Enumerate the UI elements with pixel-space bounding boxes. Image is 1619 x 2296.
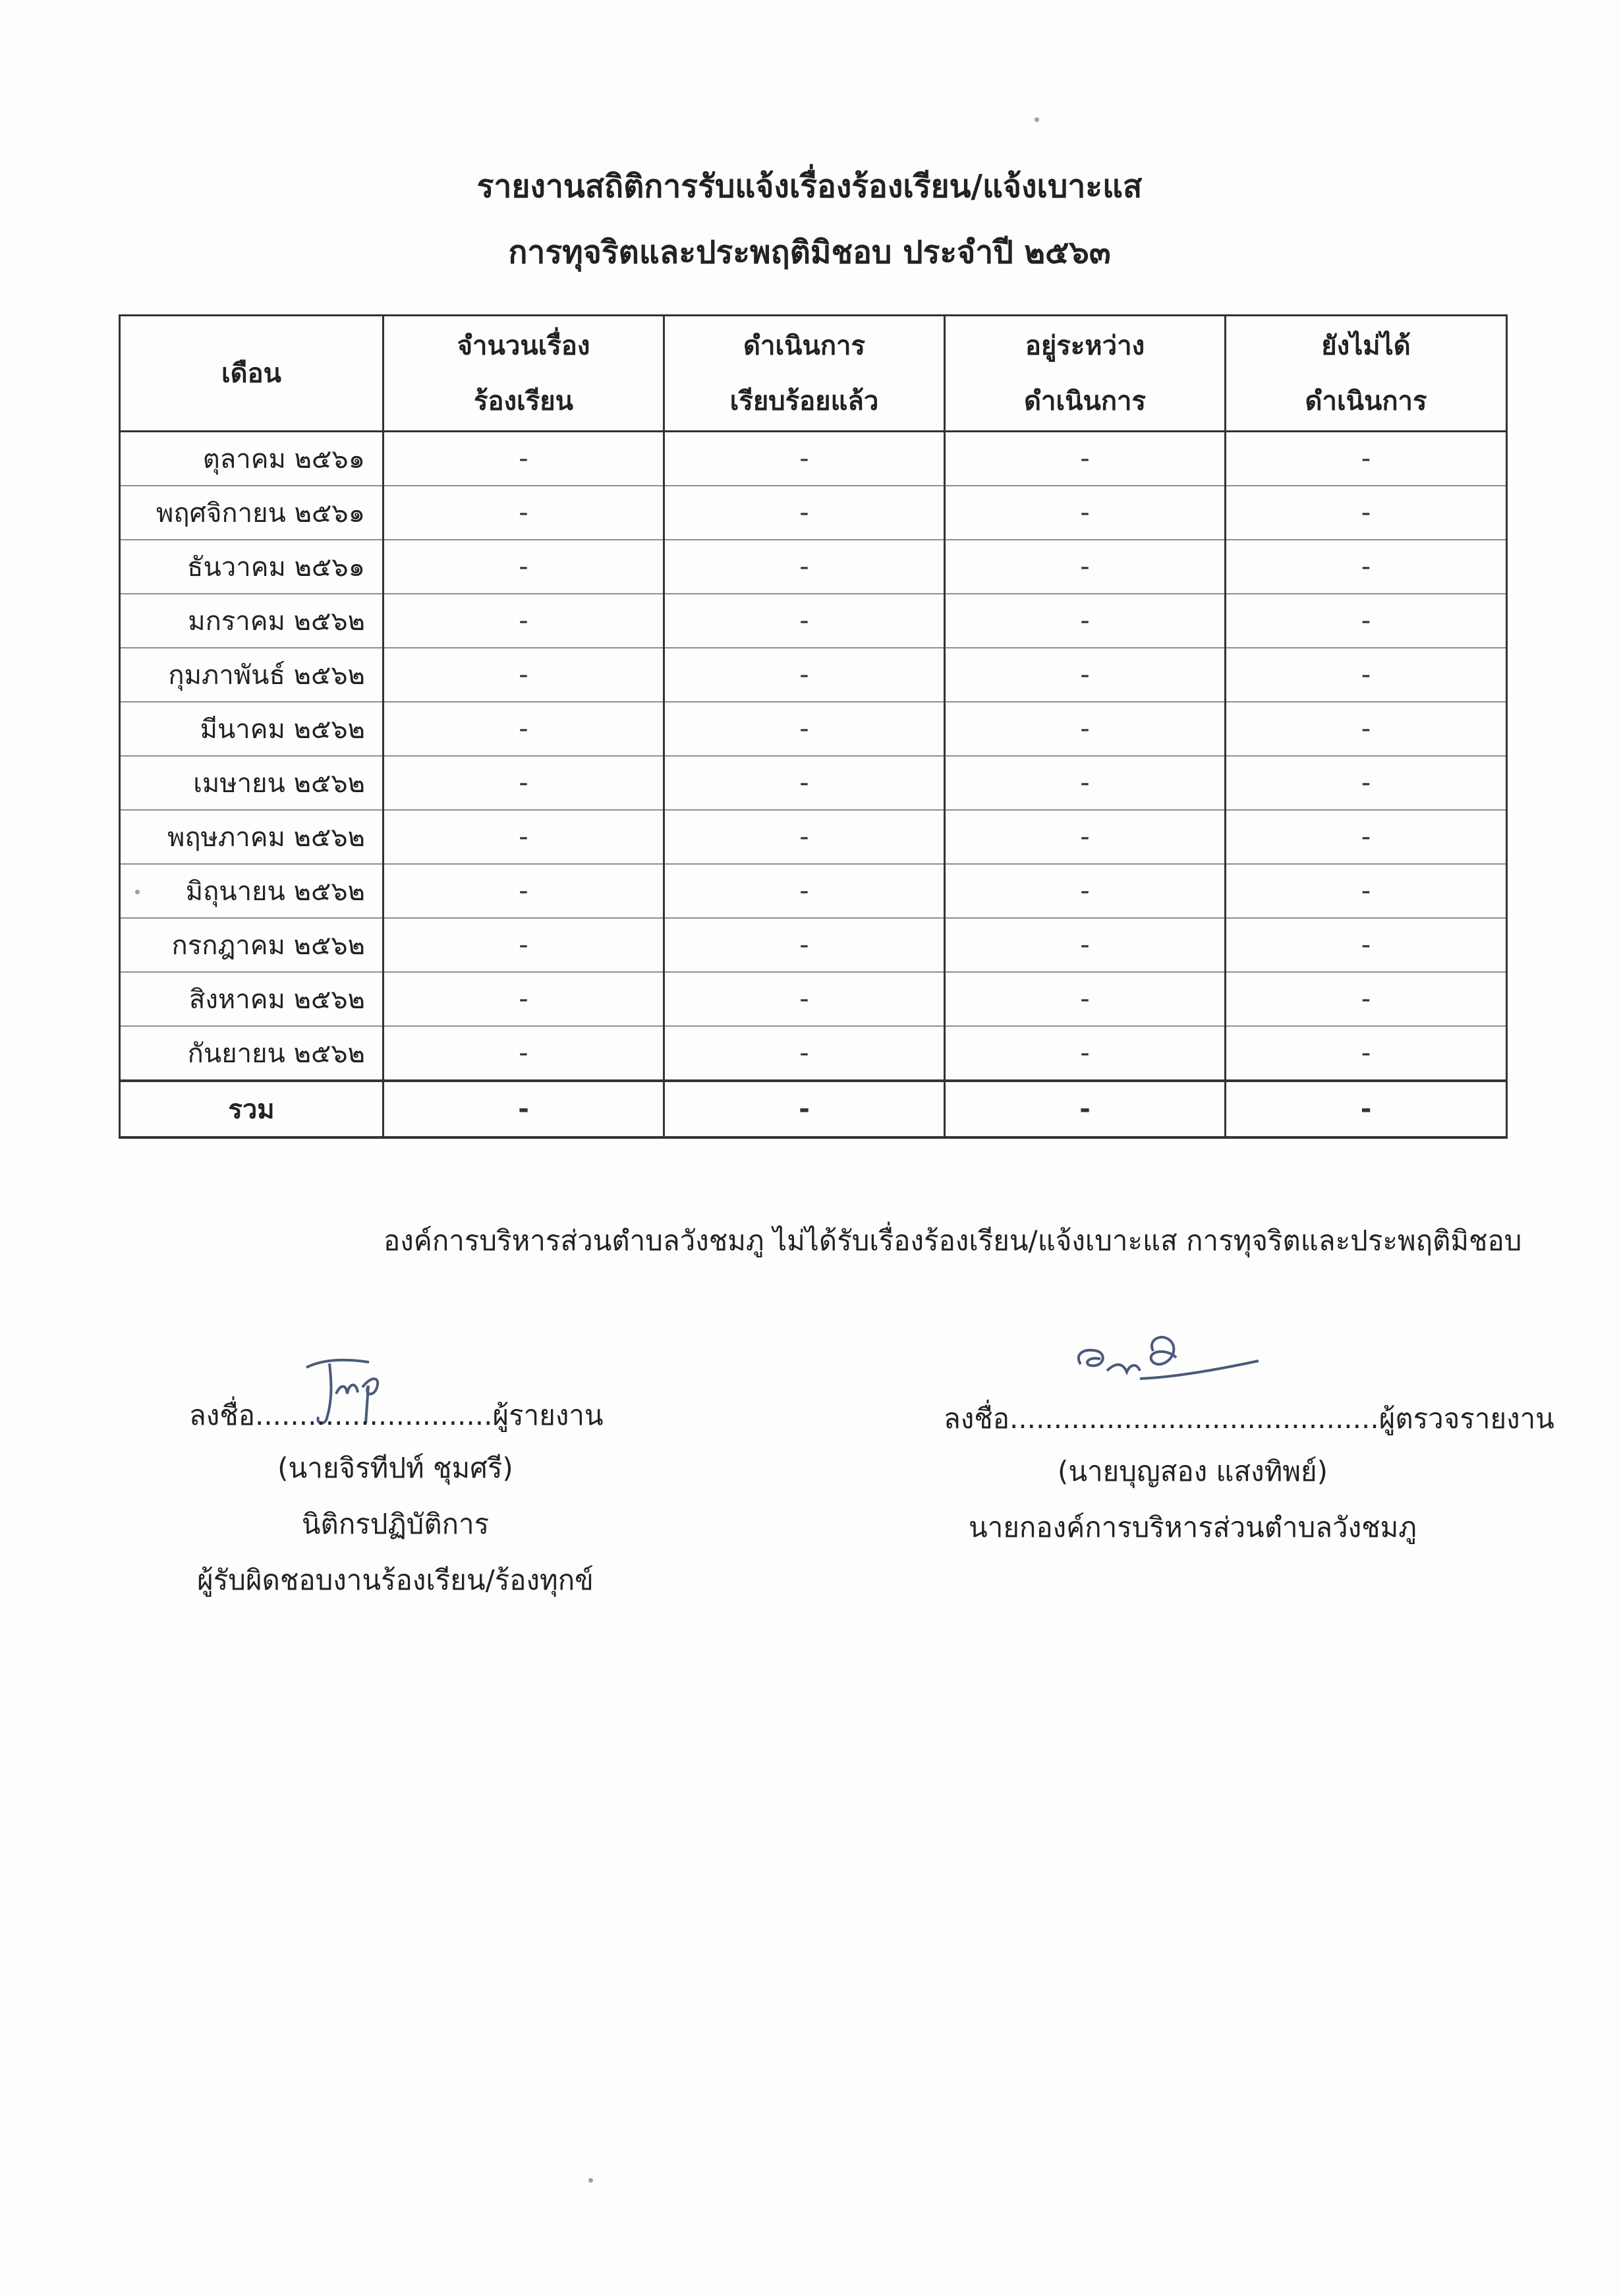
completed-cell: -: [664, 864, 945, 918]
header-not-started-line-2: ดำเนินการ: [1305, 386, 1427, 416]
in-progress-cell: -: [945, 756, 1226, 810]
reviewer-name: (นายบุญสอง แสงทิพย์): [1057, 1455, 1328, 1487]
table-row: [120, 1026, 1507, 1081]
completed-cell: -: [664, 486, 945, 540]
completed-cell: -: [664, 810, 945, 864]
not-started-cell: -: [1226, 918, 1507, 972]
table-row: [120, 918, 1507, 972]
month-cell: พฤศจิกายน ๒๕๖๑: [120, 486, 383, 540]
complaints-cell: -: [383, 594, 664, 648]
header-in-progress: [945, 316, 1226, 432]
not-started-cell: -: [1226, 972, 1507, 1026]
total-complaints-cell: -: [383, 1081, 664, 1137]
month-cell: สิงหาคม ๒๕๖๒: [120, 972, 383, 1026]
reporter-sign-dots: ................: [351, 1399, 493, 1431]
in-progress-cell: -: [945, 648, 1226, 702]
report-title-line-1: รายงานสถิติการรับแจ้งเรื่องร้องเรียน/แจ้งเบาะแส: [476, 168, 1143, 205]
month-cell: ธันวาคม ๒๕๖๑: [120, 540, 383, 594]
complaints-cell: -: [383, 810, 664, 864]
in-progress-cell: -: [945, 432, 1226, 486]
table-row: [120, 972, 1507, 1026]
header-completed-line-2: เรียบร้อยแล้ว: [729, 386, 879, 416]
header-month-label: เดือน: [221, 358, 281, 389]
table-row: [120, 864, 1507, 918]
table-row: [120, 702, 1507, 756]
reviewer-role: ผู้ตรวจรายงาน: [1378, 1402, 1554, 1435]
reporter-role: ผู้รายงาน: [492, 1399, 604, 1431]
complaints-cell: -: [383, 702, 664, 756]
table-total-row: [120, 1081, 1507, 1137]
completed-cell: -: [664, 918, 945, 972]
reporter-name: (นายจิรทีปท์ ชุมศรี): [277, 1452, 513, 1484]
table-row: [120, 486, 1507, 540]
total-label-cell: รวม: [120, 1081, 383, 1137]
complaints-cell: -: [383, 1026, 664, 1081]
not-started-cell: -: [1226, 594, 1507, 648]
complaints-cell: -: [383, 432, 664, 486]
completed-cell: -: [664, 972, 945, 1026]
in-progress-cell: -: [945, 1026, 1226, 1081]
header-not-started-line-1: ยังไม่ได้: [1321, 330, 1411, 361]
scan-speck: [588, 2178, 593, 2183]
header-not-started: [1226, 316, 1507, 432]
table-row: [120, 648, 1507, 702]
total-in-progress-cell: -: [945, 1081, 1226, 1137]
total-not-started-cell: -: [1226, 1081, 1507, 1137]
no-complaints-note: องค์การบริหารส่วนตำบลวังชมภู ไม่ได้รับเรื่องร้องเรียน/แจ้งเบาะแส การทุจริตและประพฤติมิชอบ: [383, 1224, 1522, 1257]
table-row: [120, 756, 1507, 810]
month-cell: พฤษภาคม ๒๕๖๒: [120, 810, 383, 864]
not-started-cell: -: [1226, 756, 1507, 810]
in-progress-cell: -: [945, 540, 1226, 594]
not-started-cell: -: [1226, 864, 1507, 918]
complaints-cell: -: [383, 540, 664, 594]
month-cell: เมษายน ๒๕๖๒: [120, 756, 383, 810]
complaints-cell: -: [383, 918, 664, 972]
month-cell: กันยายน ๒๕๖๒: [120, 1026, 383, 1081]
reporter-responsibility: ผู้รับผิดชอบงานร้องเรียน/ร้องทุกข์: [197, 1564, 594, 1596]
table-header-row: [120, 316, 1507, 432]
total-completed-cell: -: [664, 1081, 945, 1137]
completed-cell: -: [664, 432, 945, 486]
in-progress-cell: -: [945, 864, 1226, 918]
report-title-line-2: การทุจริตและประพฤติมิชอบ ประจำปี ๒๕๖๓: [508, 234, 1111, 271]
completed-cell: -: [664, 702, 945, 756]
in-progress-cell: -: [945, 702, 1226, 756]
month-cell: มิถุนายน ๒๕๖๒: [120, 864, 383, 918]
scan-speck: [1035, 117, 1039, 122]
completed-cell: -: [664, 594, 945, 648]
month-cell: กรกฎาคม ๒๕๖๒: [120, 918, 383, 972]
header-completed-line-1: ดำเนินการ: [743, 330, 865, 361]
completed-cell: -: [664, 756, 945, 810]
in-progress-cell: -: [945, 486, 1226, 540]
complaints-cell: -: [383, 864, 664, 918]
header-complaints-line-2: ร้องเรียน: [474, 386, 573, 416]
header-month: [120, 316, 383, 432]
reporter-sign-label: ลงชื่อ...........: [189, 1399, 352, 1431]
reviewer-position: นายกองค์การบริหารส่วนตำบลวังชมภู: [969, 1511, 1417, 1543]
complaints-cell: -: [383, 648, 664, 702]
in-progress-cell: -: [945, 918, 1226, 972]
header-complaints-line-1: จำนวนเรื่อง: [457, 330, 590, 361]
complaints-cell: -: [383, 972, 664, 1026]
reviewer-signature-mark: [1067, 1325, 1265, 1397]
reporter-signature-mark: [300, 1354, 392, 1433]
table-row: [120, 810, 1507, 864]
not-started-cell: -: [1226, 648, 1507, 702]
complaints-cell: -: [383, 486, 664, 540]
not-started-cell: -: [1226, 702, 1507, 756]
not-started-cell: -: [1226, 810, 1507, 864]
header-complaints: [383, 316, 664, 432]
scan-speck: [135, 890, 140, 894]
not-started-cell: -: [1226, 432, 1507, 486]
in-progress-cell: -: [945, 594, 1226, 648]
header-in-progress-line-2: ดำเนินการ: [1024, 386, 1146, 416]
reporter-position: นิติกรปฏิบัติการ: [301, 1508, 490, 1540]
table-row: [120, 540, 1507, 594]
reviewer-sign-label: ลงชื่อ..........................................: [944, 1402, 1379, 1435]
completed-cell: -: [664, 648, 945, 702]
table-row: [120, 594, 1507, 648]
month-cell: มีนาคม ๒๕๖๒: [120, 702, 383, 756]
in-progress-cell: -: [945, 810, 1226, 864]
complaints-cell: -: [383, 756, 664, 810]
not-started-cell: -: [1226, 486, 1507, 540]
header-in-progress-line-1: อยู่ระหว่าง: [1025, 330, 1145, 361]
header-completed: [664, 316, 945, 432]
completed-cell: -: [664, 1026, 945, 1081]
complaint-statistics-table: [119, 314, 1508, 1139]
not-started-cell: -: [1226, 1026, 1507, 1081]
month-cell: มกราคม ๒๕๖๒: [120, 594, 383, 648]
table-row: [120, 432, 1507, 486]
in-progress-cell: -: [945, 972, 1226, 1026]
month-cell: กุมภาพันธ์ ๒๕๖๒: [120, 648, 383, 702]
not-started-cell: -: [1226, 540, 1507, 594]
month-cell: ตุลาคม ๒๕๖๑: [120, 432, 383, 486]
completed-cell: -: [664, 540, 945, 594]
